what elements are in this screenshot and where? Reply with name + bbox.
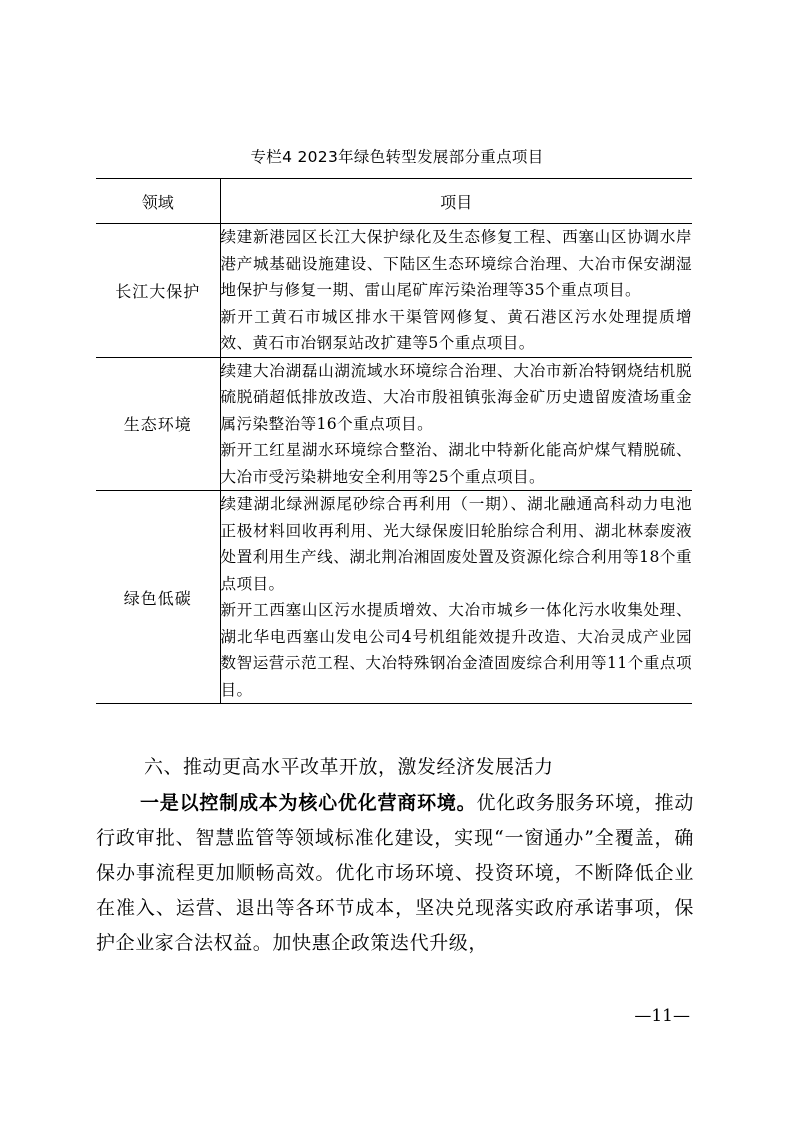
header-projects: 项目 — [220, 179, 692, 224]
section-heading: 六、推动更高水平改革开放，激发经济发展活力 — [144, 756, 554, 778]
projects-cell — [220, 224, 692, 358]
projects-cell — [220, 357, 692, 491]
projects-cell — [220, 491, 692, 704]
area-cell: 绿色低碳 — [96, 491, 220, 704]
header-area: 领域 — [96, 179, 220, 224]
bold-lead: 一是以控制成本为核心优化营商环境。 — [140, 792, 477, 814]
continuing-projects: 续建新港园区长江大保护绿化及生态修复工程、西塞山区协调水岸港产城基础设施建设、下陆区生态环境综合治理、大冶市保安湖湿地保护与修复一期、雷山尾矿库污染治理等35个重点项目。 — [220, 228, 692, 299]
continuing-projects: 续建湖北绿洲源尾砂综合再利用（一期）、湖北融通高科动力电池正极材料回收再利用、光大绿保废旧轮胎综合利用、湖北林泰废液处置利用生产线、湖北荆冶湘固废处置及资源化综合利用等18个重点项目。 — [220, 495, 692, 593]
table-row — [96, 357, 692, 491]
table-row — [96, 491, 692, 704]
area-cell: 生态环境 — [96, 357, 220, 491]
key-projects-table — [96, 178, 692, 704]
continuing-projects: 续建大冶湖磊山湖流域水环境综合治理、大冶市新冶特钢烧结机脱硫脱硝超低排放改造、大冶市殷祖镇张海金矿历史遗留废渣场重金属污染整治等16个重点项目。 — [220, 361, 692, 433]
table-row — [96, 224, 692, 358]
new-projects: 新开工红星湖水环境综合整治、湖北中特新化能高炉煤气精脱硫、大冶市受污染耕地安全利用等25个重点项目。 — [220, 441, 692, 486]
page-number: —11— — [634, 1006, 690, 1026]
table-header-row — [96, 179, 692, 224]
new-projects: 新开工西塞山区污水提质增效、大冶市城乡一体化污水收集处理、湖北华电西塞山发电公司4号机组能效提升改造、大冶灵成产业园数智运营示范工程、大冶特殊钢冶金渣固废综合利用等11个重点项目。 — [220, 601, 692, 699]
body-paragraph — [96, 786, 694, 961]
table-caption: 专栏4 2023年绿色转型发展部分重点项目 — [250, 148, 544, 166]
area-cell: 长江大保护 — [96, 224, 220, 358]
new-projects: 新开工黄石市城区排水干渠管网修复、黄石港区污水处理提质增效、黄石市冶钢泵站改扩建等5个重点项目。 — [220, 307, 692, 352]
paragraph-text: 优化政务服务环境，推动行政审批、智慧监管等领域标准化建设，实现“一窗通办”全覆盖，确保办事流程更加顺畅高效。优化市场环境、投资环境，不断降低企业在准入、运营、退出等各环节成本，坚决兑现落实政府承诺事项，保护企业家合法权益。加快惠企政策迭代升级， — [96, 792, 694, 954]
body-paragraph-container — [96, 786, 694, 961]
